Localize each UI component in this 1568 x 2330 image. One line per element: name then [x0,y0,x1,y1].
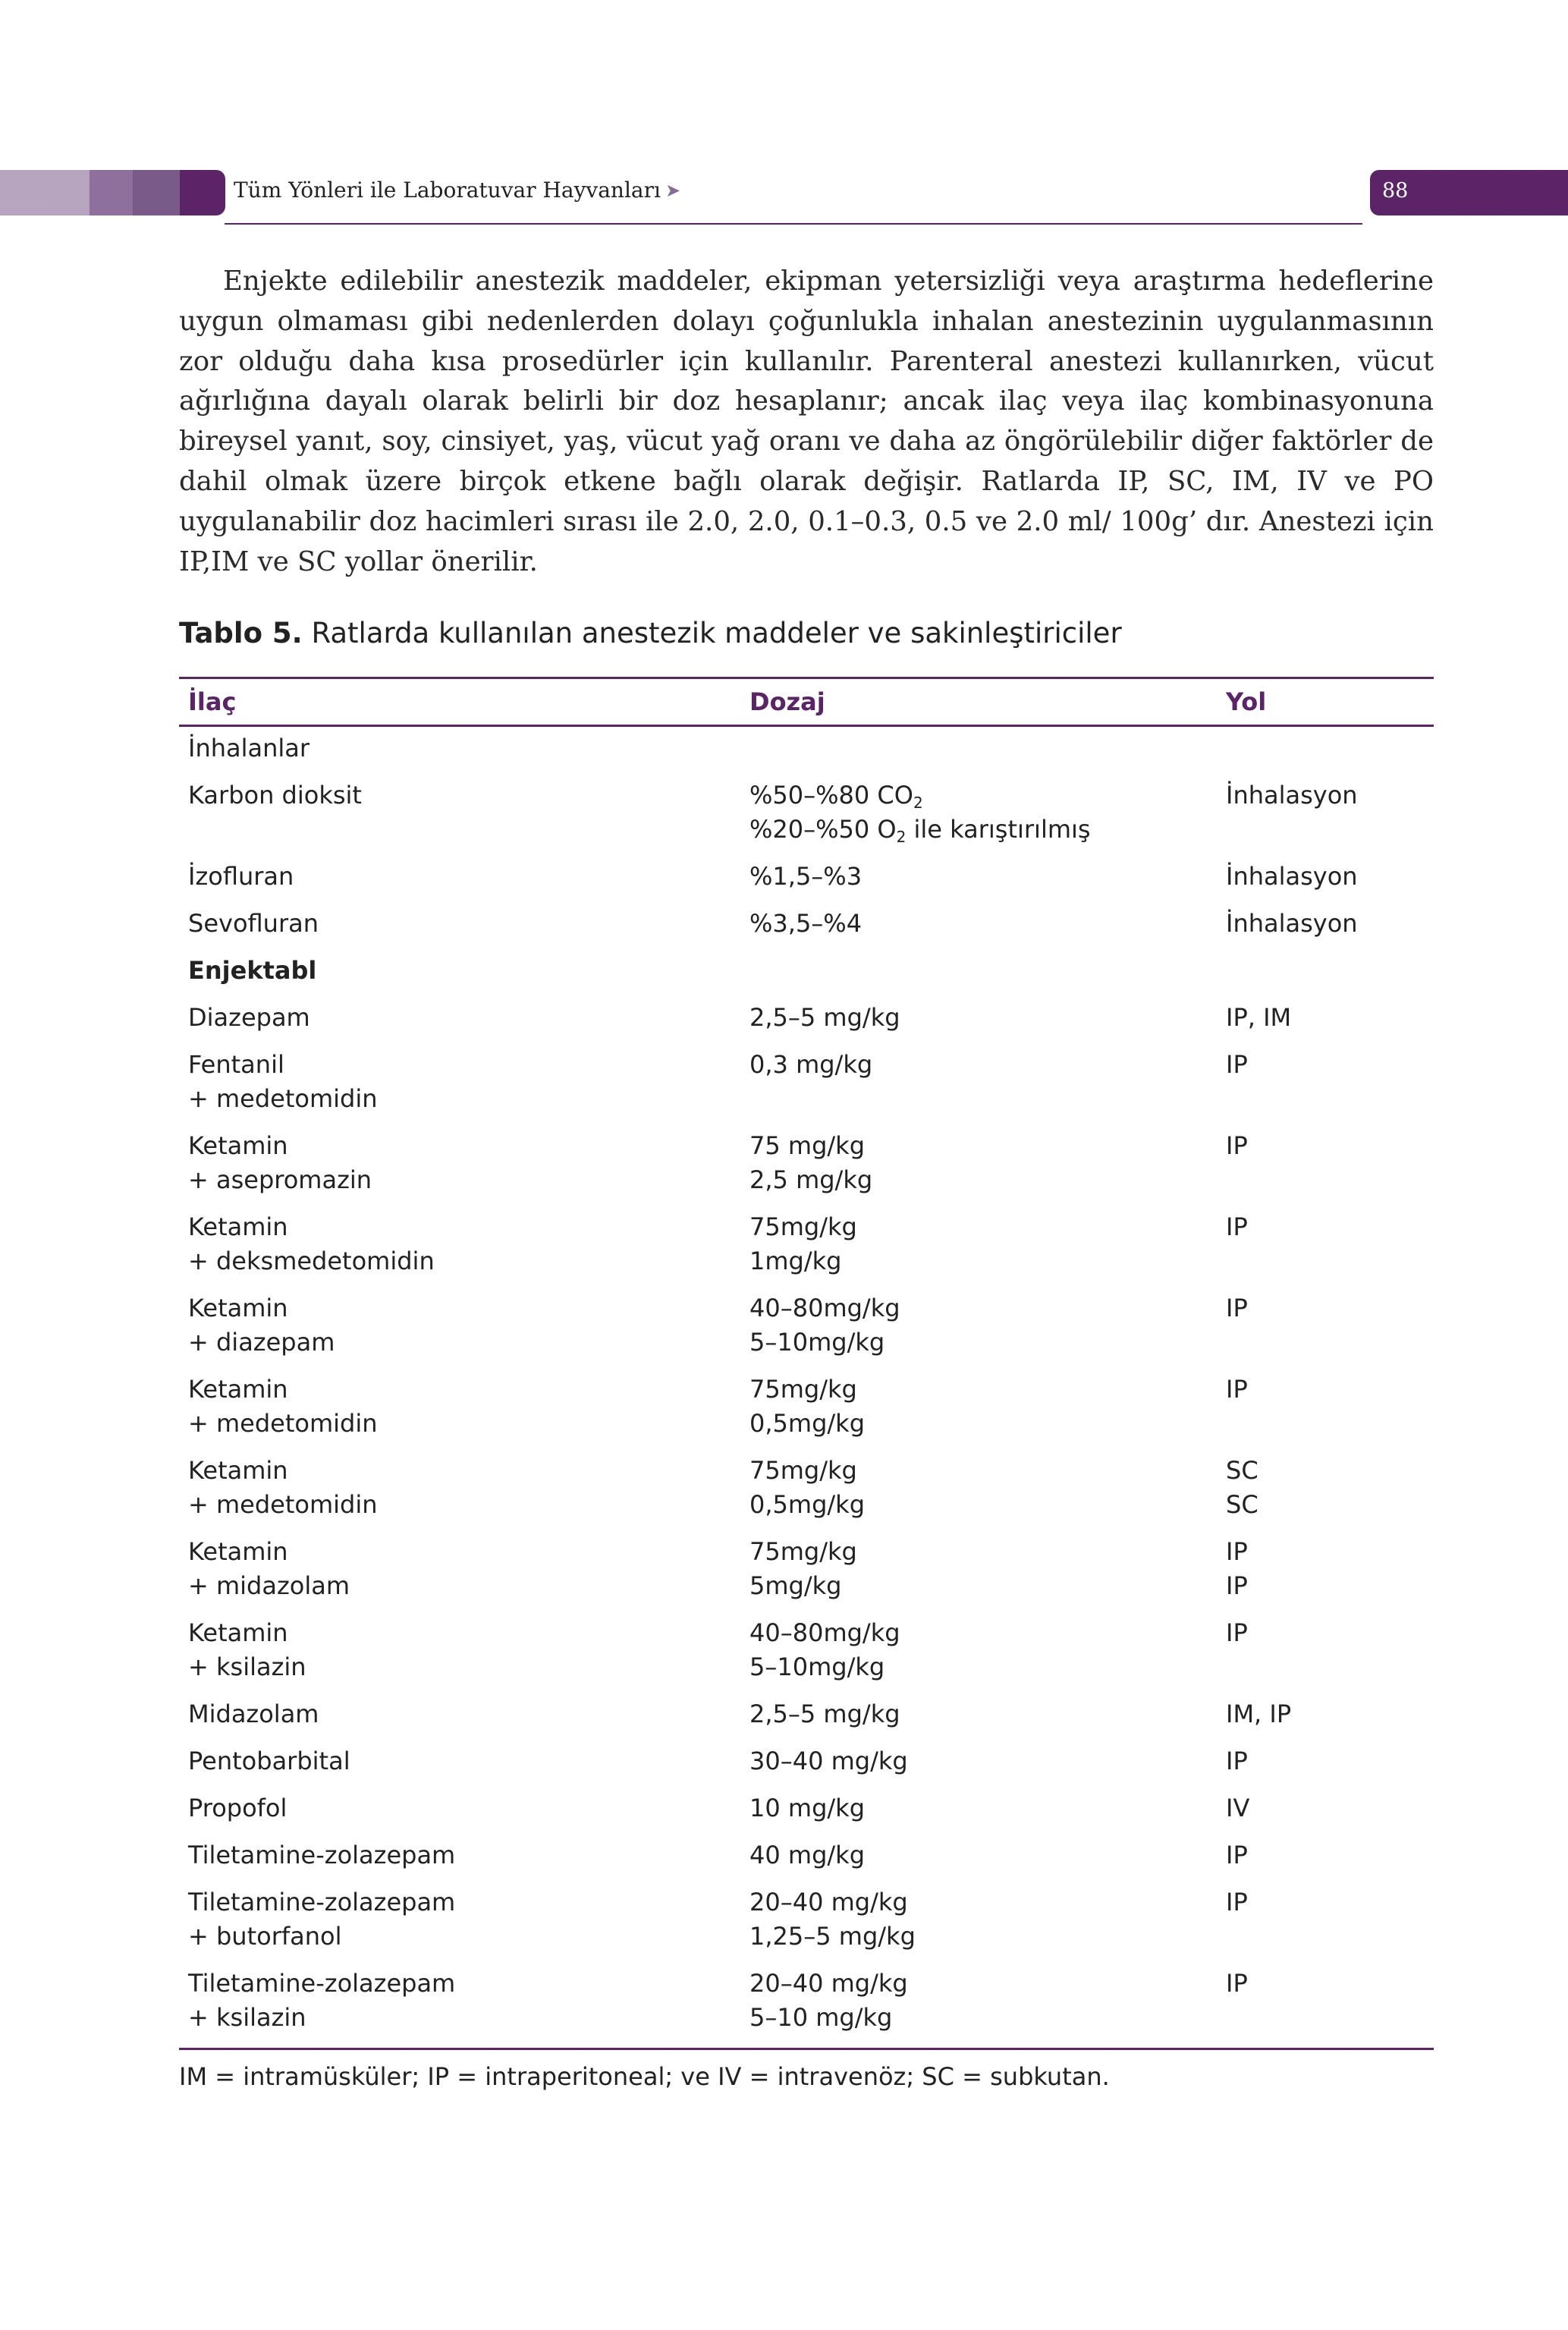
drug-cell: Ketamin [188,1618,288,1647]
column-header-dose: Dozaj [749,687,825,716]
dose-cell [749,1325,885,1360]
route-cell: IP [1226,1618,1248,1647]
running-header [234,178,680,203]
dose-text: %20–%50 O [749,815,897,844]
route-cell: IV [1226,1794,1250,1822]
drug-cell: + midazolam [188,1571,350,1600]
dose-cell [749,1244,841,1278]
table-row-line [179,1791,1434,1825]
dose-text: 0,5mg/kg [749,1490,865,1519]
table-row-line [179,1291,1434,1325]
dose-cell [749,1210,857,1244]
table-row-line [179,1616,1434,1650]
dose-cell [749,1791,865,1825]
table-row-line [179,1407,1434,1441]
dose-text: 5–10mg/kg [749,1652,885,1681]
dose-cell [749,1838,865,1872]
table-header-row [179,677,1434,727]
page-number-tab [1370,170,1568,215]
dose-cell [749,1616,900,1650]
table-body [179,727,1434,2048]
table-row [179,1454,1434,1535]
dose-text: %3,5–%4 [749,909,863,938]
table-row [179,1373,1434,1454]
dose-cell [749,1163,872,1197]
dose-text: 2,5–5 mg/kg [749,1700,900,1728]
route-cell: IP [1226,1747,1248,1775]
table-footnote: IM = intramüsküler; IP = intraperitoneal; ve IV = intravenöz; SC = subkutan. [179,2062,1110,2091]
dose-text: 75mg/kg [749,1537,857,1566]
dose-cell [749,1569,841,1603]
dose-cell [749,1650,885,1684]
route-cell: IP [1226,1841,1248,1869]
dose-cell [749,1744,908,1778]
table-row-line [179,1535,1434,1569]
drug-cell: Ketamin [188,1375,288,1404]
table-row-line [179,1650,1434,1684]
dose-text: 1mg/kg [749,1247,842,1275]
dose-text: 75 mg/kg [749,1131,865,1160]
dose-subscript: 2 [896,828,907,846]
route-cell: SC [1226,1456,1258,1485]
drug-cell: Fentanil [188,1050,284,1079]
header-block [180,170,225,215]
drug-table [179,677,1434,2091]
dose-cell [749,1291,900,1325]
dose-text: 5–10 mg/kg [749,2003,893,2032]
drug-cell: Tiletamine-zolazepam [188,1841,456,1869]
drug-cell: Tiletamine-zolazepam [188,1888,456,1917]
table-row-line [179,1569,1434,1603]
table-row [179,1001,1434,1048]
route-cell: IM, IP [1226,1700,1292,1728]
route-cell: SC [1226,1490,1258,1519]
table-row [179,1885,1434,1967]
table-row-line [179,778,1434,813]
drug-cell: Propofol [188,1794,288,1822]
route-cell: IP [1226,1571,1248,1600]
drug-cell: Karbon dioksit [188,781,362,810]
dose-subscript: 2 [913,794,923,812]
drug-cell: + medetomidin [188,1409,378,1438]
dose-text: 1,25–5 mg/kg [749,1922,916,1951]
dose-cell [749,1129,865,1163]
table-row-line [179,1001,1434,1035]
drug-cell: Tiletamine-zolazepam [188,1969,456,1998]
route-cell: İnhalasyon [1226,862,1358,891]
route-cell: IP [1226,1537,1248,1566]
dose-cell [749,1001,900,1035]
table-row [179,778,1434,860]
dose-cell [749,860,862,894]
dose-cell [749,778,923,813]
dose-text: 0,3 mg/kg [749,1050,873,1079]
table-row [179,1291,1434,1373]
drug-cell: Ketamin [188,1131,288,1160]
dose-cell [749,1697,900,1731]
column-header-route: Yol [1226,687,1267,716]
drug-cell: İnhalanlar [188,734,310,763]
dose-text: 2,5 mg/kg [749,1165,873,1194]
table-row-line [179,1454,1434,1488]
table-row [179,860,1434,907]
table-row-line [179,1697,1434,1731]
route-cell: IP [1226,1375,1248,1404]
table-row-line [179,954,1434,988]
table-caption-text: Ratlarda kullanılan anestezik maddeler ve sakinleştiriciler [311,617,1122,649]
drug-cell: + deksmedetomidin [188,1247,435,1275]
table-row-line [179,860,1434,894]
table-row [179,1697,1434,1744]
header-block [0,170,90,215]
drug-cell: + diazepam [188,1328,335,1357]
dose-cell [749,1535,857,1569]
drug-cell: Ketamin [188,1212,288,1241]
table-caption-label: Tablo 5. [179,617,303,649]
dose-text: 40–80mg/kg [749,1294,900,1322]
dose-cell [749,1373,857,1407]
dose-cell [749,1454,857,1488]
dose-text: 2,5–5 mg/kg [749,1003,900,1032]
table-row [179,1967,1434,2048]
dose-text: 30–40 mg/kg [749,1747,908,1775]
table-row-line [179,1920,1434,1954]
arrow-right-icon: ➤ [665,179,681,201]
column-header-drug: İlaç [188,687,237,716]
table-row-line [179,1885,1434,1920]
table-caption [179,617,1434,649]
drug-cell: + ksilazin [188,1652,306,1681]
body-paragraph: Enjekte edilebilir anestezik maddeler, ekipman yetersizliği veya araştırma hedeflerine uygun olmaması gibi nedenlerden dolayı çoğunlukla inhalan anestezinin uygulanmasının zor olduğu daha kısa prosedürler için kullanılır. Parenteral anestezi kullanırken, vücut ağırlığına dayalı olarak belirli bir doz hesaplanır; ancak ilaç veya ilaç kombinasyonuna bireysel yanıt, soy, cinsiyet, yaş, vücut yağ oranı ve daha az öngörülebilir diğer faktörler de dahil olmak üzere birçok etkene bağlı olarak değişir. Ratlarda IP, SC, IM, IV ve PO uygulanabilir doz hacimleri sırası ile 2.0, 2.0, 0.1–0.3, 0.5 ve 2.0 ml/ 100g’ dır. Anestezi için IP,IM ve SC yollar önerilir. [179,266,1434,577]
dose-text: 5mg/kg [749,1571,842,1600]
dose-cell [749,1407,865,1441]
drug-cell: Ketamin [188,1294,288,1322]
table-row-line [179,1244,1434,1278]
table-row-line [179,1210,1434,1244]
dose-cell [749,907,862,941]
drug-cell: Midazolam [188,1700,319,1728]
table-row-line [179,1744,1434,1778]
drug-cell: Sevofluran [188,909,319,938]
dose-text: 5–10mg/kg [749,1328,885,1357]
table-row-line [179,1325,1434,1360]
page-number: 88 [1382,179,1409,203]
table-row-line [179,813,1434,847]
route-cell: IP [1226,1131,1248,1160]
table-row [179,954,1434,1001]
table-row [179,1744,1434,1791]
table-row-line [179,731,1434,766]
table-row [179,727,1434,778]
drug-cell: + medetomidin [188,1084,378,1113]
header-block [90,170,133,215]
dose-text: 20–40 mg/kg [749,1969,908,1998]
table-row-line [179,1129,1434,1163]
table-row-line [179,1373,1434,1407]
header-color-blocks [0,170,225,215]
table-row [179,1838,1434,1885]
drug-cell: Ketamin [188,1456,288,1485]
dose-cell [749,1885,908,1920]
route-cell: IP [1226,1888,1248,1917]
dose-text: 40 mg/kg [749,1841,865,1869]
table-bottom-rule [179,2048,1434,2050]
dose-text: 75mg/kg [749,1375,857,1404]
drug-cell: Diazepam [188,1003,310,1032]
route-cell: İnhalasyon [1226,909,1358,938]
dose-text: 20–40 mg/kg [749,1888,908,1917]
drug-cell: Enjektabl [188,956,317,985]
dose-cell [749,813,1091,847]
table-row [179,1210,1434,1291]
dose-cell [749,1967,908,2001]
table-row-line [179,907,1434,941]
route-cell: IP [1226,1050,1248,1079]
dose-cell [749,1048,872,1082]
drug-cell: + asepromazin [188,1165,372,1194]
dose-text: %50–%80 CO [749,781,913,810]
table-row [179,1791,1434,1838]
dose-text: 75mg/kg [749,1212,857,1241]
table-row [179,1535,1434,1616]
dose-cell [749,1920,916,1954]
drug-cell: + butorfanol [188,1922,342,1951]
drug-cell: Ketamin [188,1537,288,1566]
table-row [179,1616,1434,1697]
drug-cell: İzofluran [188,862,294,891]
dose-text: %1,5–%3 [749,862,863,891]
table-row [179,1129,1434,1210]
table-row-line [179,1488,1434,1522]
route-cell: İnhalasyon [1226,781,1358,810]
table-row-line [179,1163,1434,1197]
dose-text: 75mg/kg [749,1456,857,1485]
drug-cell: + ksilazin [188,2003,306,2032]
table-row-line [179,1967,1434,2001]
table-row [179,907,1434,954]
drug-cell: + medetomidin [188,1490,378,1519]
book-title: Tüm Yönleri ile Laboratuvar Hayvanları [234,178,661,203]
dose-suffix: ile karıştırılmış [906,815,1091,844]
table-row-line [179,1082,1434,1116]
drug-cell: Pentobarbital [188,1747,350,1775]
route-cell: IP [1226,1969,1248,1998]
dose-text: 40–80mg/kg [749,1618,900,1647]
dose-cell [749,1488,865,1522]
dose-text: 10 mg/kg [749,1794,865,1822]
route-cell: IP [1226,1294,1248,1322]
route-cell: IP, IM [1226,1003,1292,1032]
dose-text: 0,5mg/kg [749,1409,865,1438]
header-block [133,170,180,215]
table-row-line [179,1838,1434,1872]
dose-cell [749,2001,892,2035]
header-rule [225,223,1362,225]
route-cell: IP [1226,1212,1248,1241]
table-row-line [179,1048,1434,1082]
table-row [179,1048,1434,1129]
table-row-line [179,2001,1434,2035]
